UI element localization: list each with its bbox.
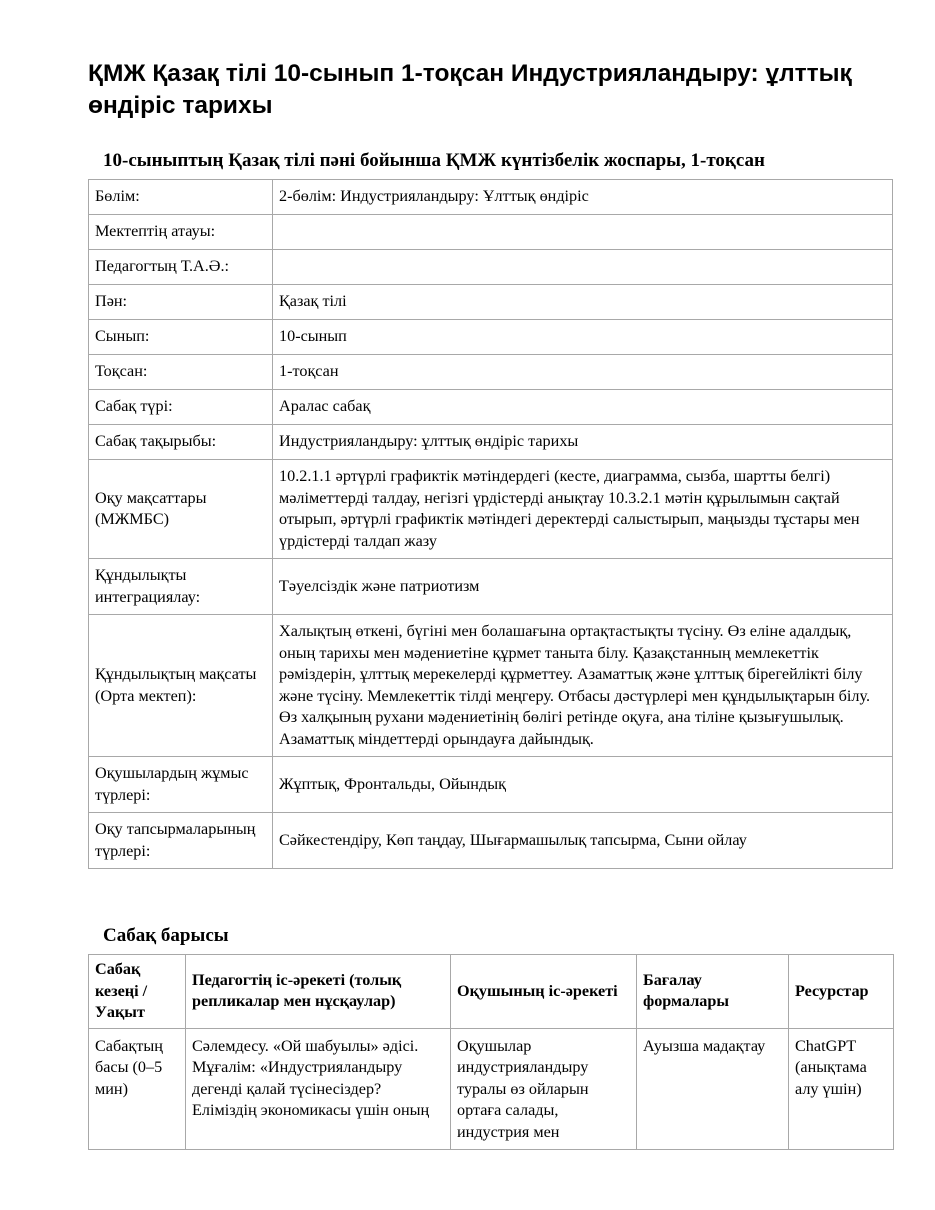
table-row [89,285,893,320]
row-value-work-types: Жұптық, Фронтальды, Ойындық [273,757,893,813]
column-header-student-activity: Оқушының іс-әрекеті [451,955,637,1029]
document-title: ҚМЖ Қазақ тілі 10-сынып 1-тоқсан Индустрияландыру: ұлттық өндіріс тарихы [88,60,852,119]
column-header-resources: Ресурстар [789,955,894,1029]
table-row [89,757,893,813]
column-header-teacher-activity: Педагогтің іс-әрекеті (толық репликалар мен нұсқаулар) [186,955,451,1029]
column-header-stage: Сабақ кезеңі / Уақыт [89,955,186,1029]
row-value-value-integration: Тәуелсіздік және патриотизм [273,559,893,615]
row-value-lesson-topic: Индустрияландыру: ұлттық өндіріс тарихы [273,425,893,460]
row-label-task-types: Оқу тапсырмаларының түрлері: [89,813,273,869]
table-row [89,250,893,285]
row-label-quarter: Тоқсан: [89,355,273,390]
table-row [89,390,893,425]
cell-stage: Сабақтың басы (0–5 мин) [89,1028,186,1150]
row-label-work-types: Оқушылардың жұмыс түрлері: [89,757,273,813]
table-row [89,615,893,757]
lesson-info-table [88,179,893,869]
plan-heading: 10-сыныптың Қазақ тілі пәні бойынша ҚМЖ күнтізбелік жоспары, 1-тоқсан [103,150,765,171]
row-value-school-name [273,215,893,250]
row-value-lesson-type: Аралас сабақ [273,390,893,425]
table-row [89,425,893,460]
table-row [89,813,893,869]
table-row [89,460,893,559]
process-heading: Сабақ барысы [103,925,229,946]
cell-resources: ChatGPT (анықтама алу үшін) [789,1028,894,1150]
row-label-lesson-topic: Сабақ тақырыбы: [89,425,273,460]
row-value-subject: Қазақ тілі [273,285,893,320]
row-label-value-goal: Құндылықтың мақсаты (Орта мектеп): [89,615,273,757]
row-label-grade: Сынып: [89,320,273,355]
row-value-learning-objectives: 10.2.1.1 әртүрлі графиктік мәтіндердегі (кесте, диаграмма, сызба, шартты белгі) мәліметтерді талдау, негізгі үрдістерді анықтау 10.3.2.1 мәтін құрылымын сақтай отырып, әртүрлі графиктік мәтіндегі деректерді салыстырып, маңызды тұстары мен үрдістерді талдап жазу [273,460,893,559]
row-value-section: 2-бөлім: Индустрияландыру: Ұлттық өндіріс [273,180,893,215]
row-label-lesson-type: Сабақ түрі: [89,390,273,425]
lesson-process-table [88,954,894,1150]
row-label-school-name: Мектептің атауы: [89,215,273,250]
row-value-grade: 10-сынып [273,320,893,355]
cell-assessment: Ауызша мадақтау [637,1028,789,1150]
row-label-section: Бөлім: [89,180,273,215]
row-value-value-goal: Халықтың өткені, бүгіні мен болашағына ортақтастықты түсіну. Өз еліне адалдық, оның тарихы мен мәдениетіне құрмет таныта білу. Қазақстанның мемлекеттік рәміздерін, ұлттық мерекелерді құрметтеу. Азаматтық және ұлттық бірегейлікті білу және түсіну. Мемлекеттік тілді меңгеру. Отбасы дәстүрлері мен құндылықтарын білу. Өз халқының рухани мәдениетінің бөлігі ретінде оқуға, ана тіліне қызығушылық. Азаматтық міндеттерді орындауға дайындық. [273,615,893,757]
row-label-subject: Пән: [89,285,273,320]
row-value-teacher-name [273,250,893,285]
column-header-assessment: Бағалау формалары [637,955,789,1029]
row-label-teacher-name: Педагогтың Т.А.Ә.: [89,250,273,285]
table-row [89,559,893,615]
row-label-learning-objectives: Оқу мақсаттары (МЖМБС) [89,460,273,559]
table-header-row [89,955,894,1029]
table-row [89,320,893,355]
row-value-quarter: 1-тоқсан [273,355,893,390]
table-row [89,1028,894,1150]
table-row [89,355,893,390]
row-value-task-types: Сәйкестендіру, Көп таңдау, Шығармашылық тапсырма, Сыни ойлау [273,813,893,869]
table-row [89,215,893,250]
row-label-value-integration: Құндылықты интеграциялау: [89,559,273,615]
cell-student-activity: Оқушылар индустрияландыру туралы өз ойларын ортаға салады, индустрия мен [451,1028,637,1150]
table-row [89,180,893,215]
cell-teacher-activity: Сәлемдесу. «Ой шабуылы» әдісі. Мұғалім: «Индустрияландыру дегенді қалай түсінесіздер? Еліміздің экономикасы үшін оның [186,1028,451,1150]
